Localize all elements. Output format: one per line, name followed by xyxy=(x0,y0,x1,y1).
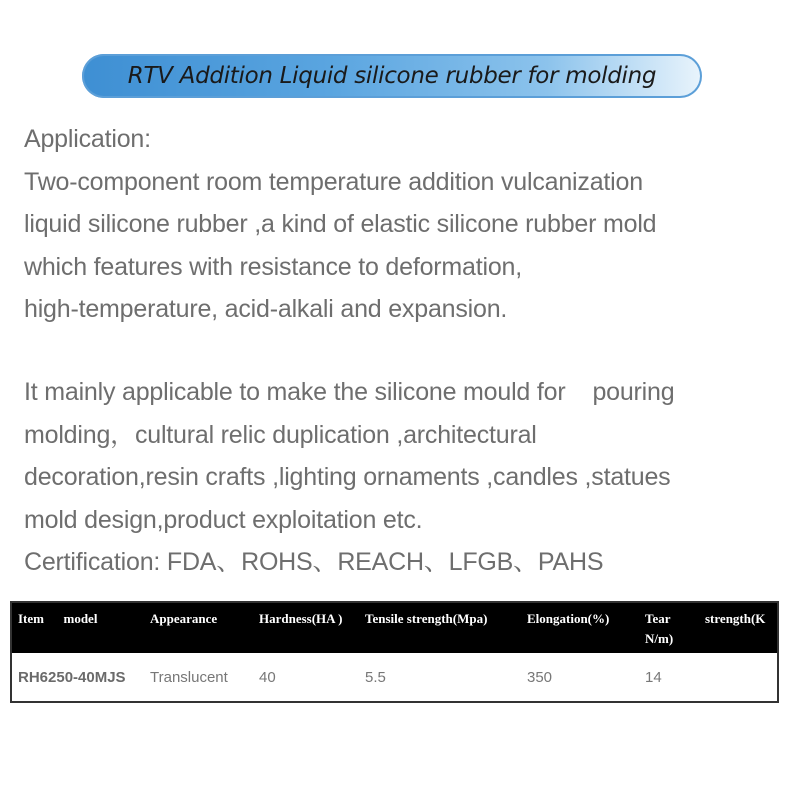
usage-line: It mainly applicable to make the silicone mould for pouring xyxy=(24,378,675,406)
cell-hardness: 40 xyxy=(259,668,276,686)
cell-empty xyxy=(699,653,778,702)
header-elongation: Elongation(%) xyxy=(521,602,639,653)
certification-text: Certification: FDA、ROHS、REACH、LFGB、PAHS xyxy=(24,548,604,576)
cell-tear: 14 xyxy=(645,668,662,686)
usage-line: molding，cultural relic duplication ,architectural xyxy=(24,420,537,449)
usage-section xyxy=(24,371,674,541)
header-hardness: Hardness(HA ) xyxy=(253,602,359,653)
header-item-model: Item model xyxy=(11,602,144,653)
title-text: RTV Addition Liquid silicone rubber for molding xyxy=(127,63,657,89)
application-section xyxy=(24,118,656,331)
application-line: liquid silicone rubber ,a kind of elastic silicone rubber mold xyxy=(24,210,657,238)
table-row xyxy=(11,653,778,702)
header-appearance: Appearance xyxy=(144,602,253,653)
spec-table xyxy=(10,601,779,703)
application-line: which features with resistance to deformation, xyxy=(24,252,522,281)
cell-appearance: Translucent xyxy=(150,668,228,686)
usage-line: decoration,resin crafts ,lighting ornaments ,candles ,statues xyxy=(24,463,671,491)
title-banner xyxy=(82,54,702,98)
usage-line: mold design,product exploitation etc. xyxy=(24,505,423,534)
header-strength: strength(K xyxy=(699,602,778,653)
header-tear: Tear N/m) xyxy=(639,602,699,653)
application-line: Two-component room temperature addition vulcanization xyxy=(24,167,643,196)
application-line: high-temperature, acid-alkali and expansion. xyxy=(24,295,508,323)
table-header-row xyxy=(11,602,778,653)
cell-elongation: 350 xyxy=(527,668,553,686)
header-tensile-strength: Tensile strength(Mpa) xyxy=(359,602,521,653)
cell-model: RH6250-40MJS xyxy=(18,668,126,686)
cell-tensile: 5.5 xyxy=(365,668,386,686)
application-heading: Application: xyxy=(24,125,151,153)
